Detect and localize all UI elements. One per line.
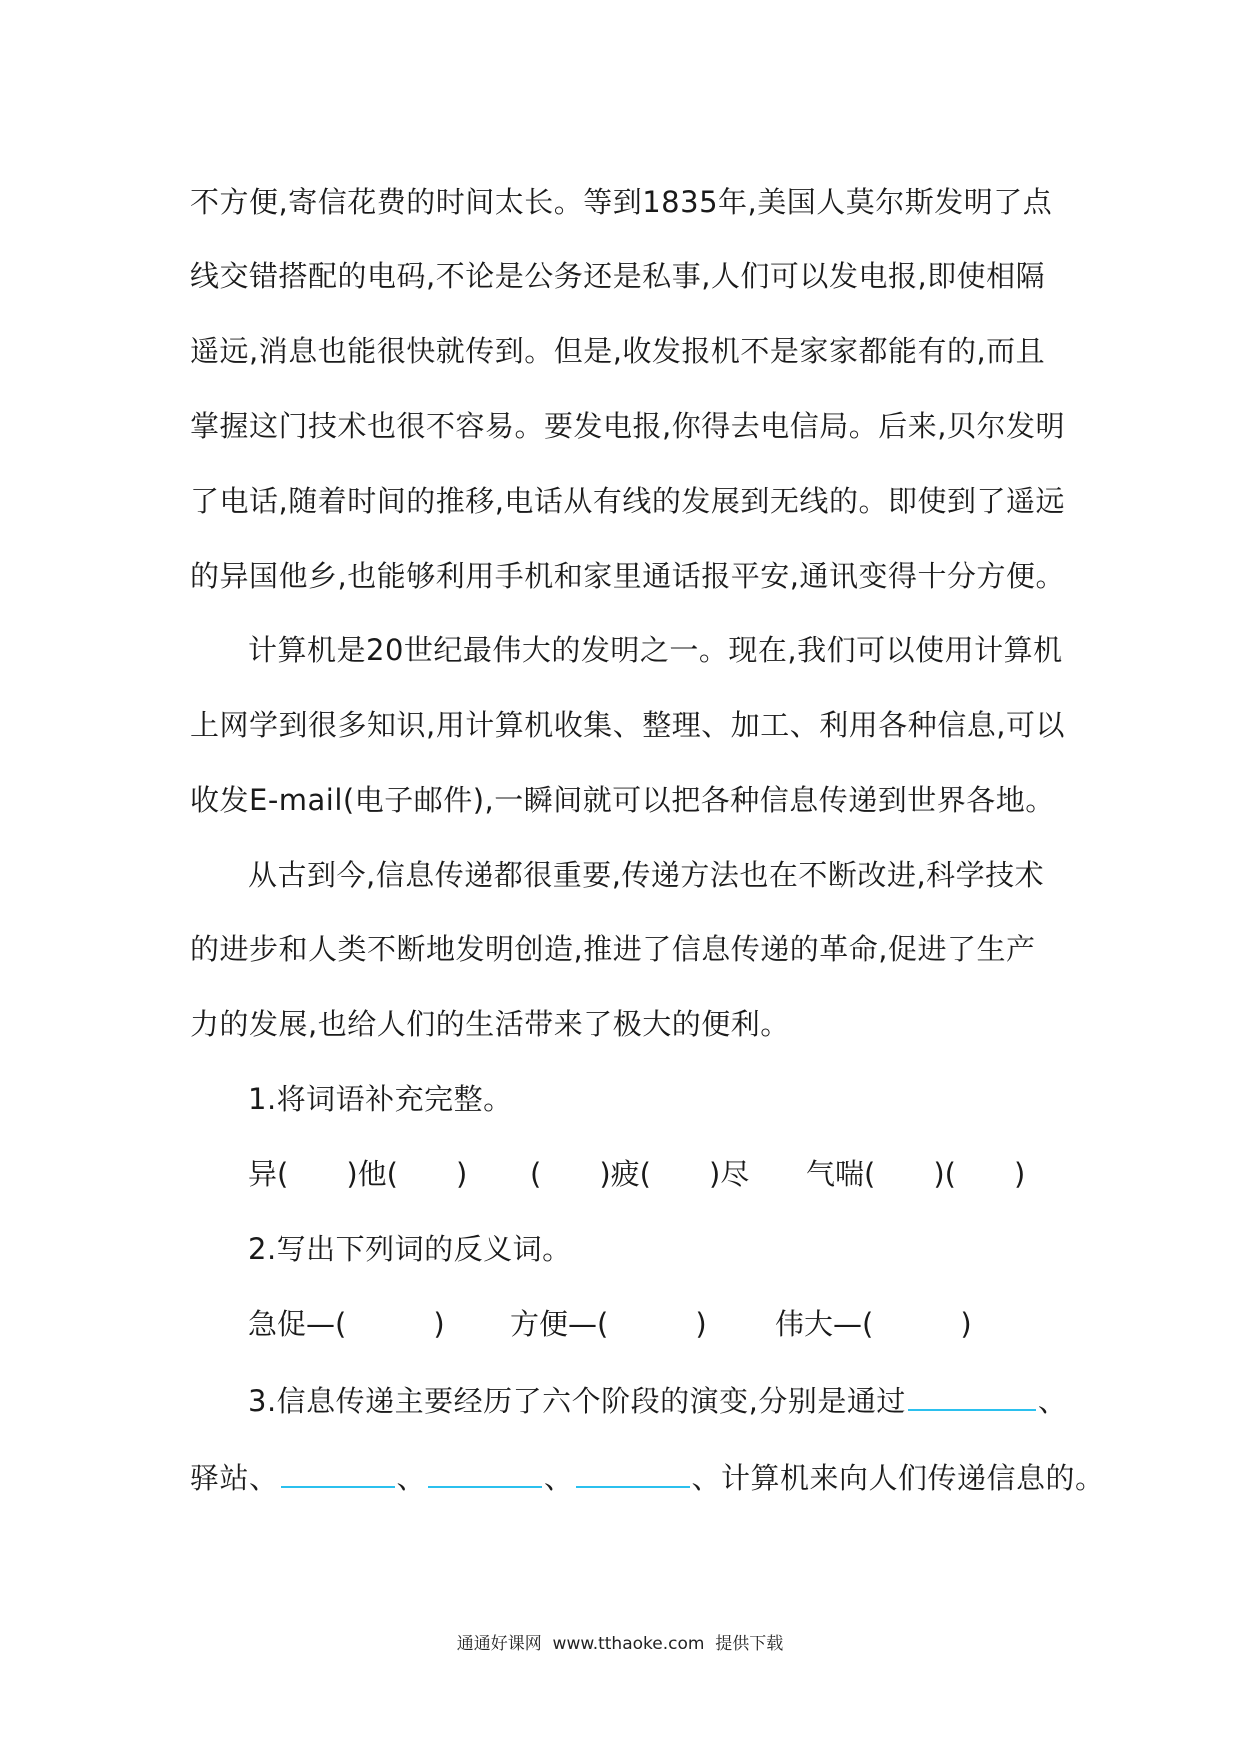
question-2-item-3[interactable]: 伟大—( ) [775,1307,972,1341]
question-1-item-2[interactable]: ( )疲( )尽 [530,1157,750,1191]
question-3-separator: 、 [1037,1384,1068,1418]
question-1-item-3[interactable]: 气喘( )( ) [806,1157,1026,1191]
question-2-item-2[interactable]: 方便—( ) [510,1307,707,1341]
question-3-separator: 、 [396,1461,427,1495]
paragraph-3-line-2: 的进步和人类不断地发明创造,推进了信息传递的革命,促进了生产 [190,932,1036,966]
question-3-line-2 [190,1456,1105,1498]
question-1-item-1[interactable]: 异( )他( ) [248,1157,468,1191]
question-3-text: 3.信息传递主要经历了六个阶段的演变,分别是通过 [248,1384,906,1418]
answer-blank-4[interactable] [576,1456,690,1488]
question-2-items [248,1304,1048,1344]
paragraph-1-line-1: 不方便,寄信花费的时间太长。等到1835年,美国人莫尔斯发明了点 [190,185,1053,219]
question-1-prompt: 1.将词语补充完整。 [248,1082,513,1116]
paragraph-3-line-1: 从古到今,信息传递都很重要,传递方法也在不断改进,科学技术 [248,858,1045,892]
question-3-prefix: 驿站、 [190,1461,279,1495]
answer-blank-2[interactable] [281,1456,395,1488]
question-2-item-1[interactable]: 急促—( ) [248,1307,445,1341]
paragraph-1-line-2: 线交错搭配的电码,不论是公务还是私事,人们可以发电报,即使相隔 [190,259,1046,293]
paragraph-1-line-4: 掌握这门技术也很不容易。要发电报,你得去电信局。后来,贝尔发明 [190,409,1065,443]
question-3-separator: 、 [544,1461,574,1495]
paragraph-3-line-3: 力的发展,也给人们的生活带来了极大的便利。 [190,1007,790,1041]
paragraph-2-line-1: 计算机是20世纪最伟大的发明之一。现在,我们可以使用计算机 [248,633,1063,667]
paragraph-1-line-6: 的异国他乡,也能够利用手机和家里通话报平安,通讯变得十分方便。 [190,559,1065,593]
question-3-suffix: 、计算机来向人们传递信息的。 [691,1461,1105,1495]
footer-credit: 通通好课网 www.tthaoke.com 提供下载 [456,1634,784,1654]
paragraph-2-line-3: 收发E-mail(电子邮件),一瞬间就可以把各种信息传递到世界各地。 [190,783,1055,817]
question-1-items [248,1154,1048,1194]
paragraph-1-line-3: 遥远,消息也能很快就传到。但是,收发报机不是家家都能有的,而且 [190,334,1046,368]
answer-blank-3[interactable] [428,1456,542,1488]
paragraph-1-line-5: 了电话,随着时间的推移,电话从有线的发展到无线的。即使到了遥远 [190,484,1065,518]
answer-blank-1[interactable] [908,1379,1036,1411]
paragraph-2-line-2: 上网学到很多知识,用计算机收集、整理、加工、利用各种信息,可以 [190,708,1065,742]
question-2-prompt: 2.写出下列词的反义词。 [248,1232,572,1266]
question-3-line-1 [248,1379,1067,1421]
